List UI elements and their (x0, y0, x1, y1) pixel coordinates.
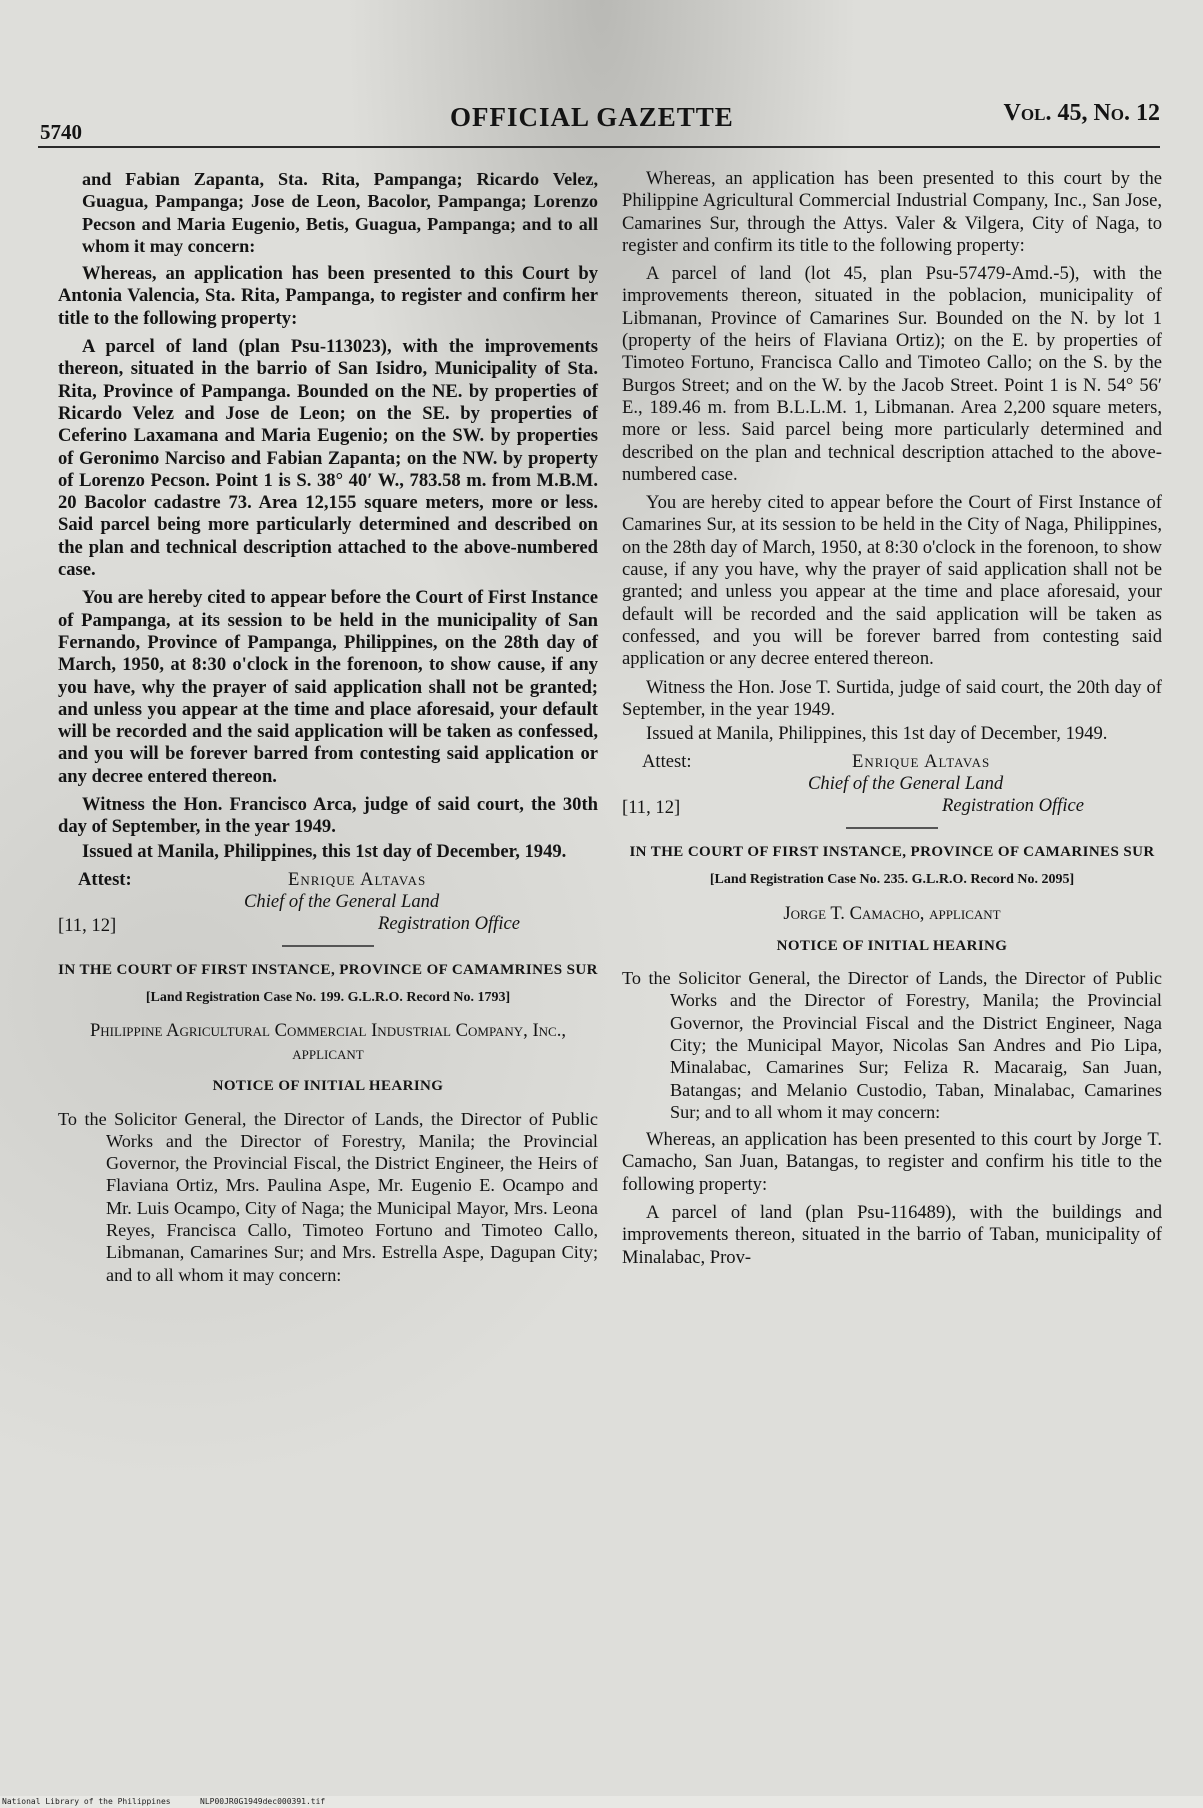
attest-title-line2: Registration Office (942, 795, 1085, 817)
footer-library: National Library of the Philippines (2, 1797, 171, 1806)
section-separator (846, 827, 938, 829)
scan-footer (0, 1796, 1203, 1808)
attest-title-line1: Chief of the General Land (808, 773, 1004, 795)
left-section-heading: IN THE COURT OF FIRST INSTANCE, PROVINCE OF CAMAMRINES SUR (58, 961, 598, 978)
right-paragraph-issued: Issued at Manila, Philippines, this 1st day of December, 1949. (646, 723, 1108, 745)
page-number: 5740 (40, 120, 82, 144)
left-notice-heading: NOTICE OF INITIAL HEARING (212, 1078, 444, 1095)
publication-title: OFFICIAL GAZETTE (450, 102, 734, 132)
footer-filename: NLP00JR0G1949dec000391.tif (200, 1797, 326, 1806)
right-paragraph-application-2: Whereas, an application has been presented to this court by Jorge T. Camacho, San Juan, Batangas, to register and confirm his title to the following property: (622, 1129, 1162, 1195)
attest-title-line2: Registration Office (378, 912, 521, 934)
page-header (40, 96, 1160, 144)
left-addressees: To the Solicitor General, the Director of Lands, the Director of Public Works and the Director of Forestry, Manila; the Provincial Governor, the Provincial Fiscal, the District Engineer, the Heirs of Flaviana Ortiz, Mrs. Paulina Aspe, Mr. Eugenio E. Ocampo and Mr. Luis Ocampo, City of Naga; the Municipal Mayor, Mrs. Leona Reyes, Francisca Callo, Timoteo Fortuno and Timoteo Callo, Libmanan, Camarines Sur; and Mrs. Estrella Aspe, Dagupan City; and to all whom it may concern: (58, 1108, 598, 1285)
left-paragraph-citation: You are hereby cited to appear before the Court of First Instance of Pampanga, at its session to be held in the municipality of San Fernando, Province of Pampanga, Philippines, on the 28th day of March, 1950, at 8:30 o'clock in the forenoon, to show cause, if any you have, why the prayer of said application shall not be granted; and unless you appear at the time and place aforesaid, your default will be recorded and the said application will be taken as confessed, and you will be forever barred from contesting said application or any decree entered thereon. (58, 587, 598, 787)
left-applicant: Philippine Agricultural Commercial Industrial Company, Inc., applicant (89, 1020, 567, 1065)
right-case-reference: [Land Registration Case No. 235. G.L.R.O. Record No. 2095] (709, 872, 1075, 888)
right-paragraph-parcel-2: A parcel of land (plan Psu-116489), with the buildings and improvements thereon, situated in the barrio of Taban, municipality of Minalabac, Prov- (622, 1201, 1162, 1268)
left-paragraph-witness: Witness the Hon. Francisco Arca, judge of said court, the 30th day of September, in the year 1949. (58, 794, 598, 838)
left-addressees-continued: and Fabian Zapanta, Sta. Rita, Pampanga; Ricardo Velez, Guagua, Pampanga; Jose de Leon, Bacolor, Pampanga; Lorenzo Pecson and Maria Eugenio, Betis, Guagua, Pampanga; and to all whom it may concern: (82, 169, 598, 256)
right-addressees: To the Solicitor General, the Director of Lands, the Director of Public Works and the Director of Forestry, Manila; the Provincial Governor, the Provincial Fiscal and the District Engineer, Naga City; the Municipal Mayor, Nicolas San Andres and Pio Lipa, Minalabac, Camarines Sur; Feliza R. Macaraig, San Juan, Batangas; and Melanio Custodio, Taban, Minalabac, Camarines Sur; and to all whom it may concern: (622, 968, 1162, 1122)
attest-label: Attest: (642, 751, 692, 773)
right-paragraph-citation: You are hereby cited to appear before the Court of First Instance of Camarines Sur, at its session to be held in the City of Naga, Philippines, on the 28th day of March, 1950, at 8:30 o'clock in the forenoon, to show cause, if any you have, why the prayer of said application shall not be granted; and unless you appear at the time and place aforesaid, your default will be recorded and the said application will be taken as confessed, and you will be forever barred from contesting said application or any decree entered thereon. (622, 492, 1162, 670)
left-column (58, 168, 598, 1292)
attest-label: Attest: (78, 868, 132, 890)
right-section-heading: IN THE COURT OF FIRST INSTANCE, PROVINCE OF CAMARINES SUR (629, 844, 1155, 861)
attest-name: Enrique Altavas (852, 751, 991, 773)
left-paragraph-parcel: A parcel of land (plan Psu-113023), with the improvements thereon, situated in the barrio of San Isidro, Municipality of Sta. Rita, Province of Pampanga. Bounded on the NE. by properties of Ricardo Velez and Jose de Leon; on the SE. by properties of Ceferino Laxamana and Maria Eugenio; on the SW. by properties of Geronimo Narciso and Fabian Zapanta; on the NW. by property of Lorenzo Pecson. Point 1 is S. 38° 40′ W., 783.58 m. from M.B.M. 20 Bacolor cadastre 73. Area 12,155 square meters, more or less. Said parcel being more particularly determined and described on the plan and technical description attached to the above-numbered case. (58, 336, 598, 581)
right-column (622, 168, 1162, 1275)
right-attestation (622, 751, 1162, 819)
volume-number: Vol. 45, No. 12 (1003, 100, 1160, 126)
header-rule (38, 146, 1160, 148)
right-applicant: Jorge T. Camacho, applicant (783, 902, 1001, 924)
section-separator (282, 945, 374, 947)
left-paragraph-application: Whereas, an application has been presented to this Court by Antonia Valencia, Sta. Rita, Pampanga, to register and confirm her title to the following property: (58, 263, 598, 329)
left-attestation (58, 868, 598, 936)
attest-reference: [11, 12] (58, 914, 117, 936)
right-paragraph-witness: Witness the Hon. Jose T. Surtida, judge of said court, the 20th day of September, in the year 1949. (622, 676, 1162, 720)
attest-title-line1: Chief of the General Land (244, 890, 440, 912)
left-case-reference: [Land Registration Case No. 199. G.L.R.O. Record No. 1793] (145, 989, 511, 1005)
left-paragraph-issued: Issued at Manila, Philippines, this 1st day of December, 1949. (82, 840, 567, 862)
right-paragraph-application: Whereas, an application has been presented to this court by the Philippine Agricultural Commercial Industrial Company, Inc., San Jose, Camarines Sur, through the Attys. Valer & Vilgera, City of Naga, to register and confirm its title to the following property: (622, 168, 1162, 256)
right-paragraph-parcel: A parcel of land (lot 45, plan Psu-57479-Amd.-5), with the improvements thereon, situated in the poblacion, municipality of Libmanan, Province of Camarines Sur. Bounded on the N. by lot 1 (property of the heirs of Flaviana Ortiz); on the E. by properties of Timoteo Fortuno, Francisca Callo and Timoteo Callo; on the S. by the Burgos Street; and on the W. by the Jacob Street. Point 1 is N. 54° 56′ E., 189.46 m. from B.L.L.M. 1, Libmanan. Area 2,200 square meters, more or less. Said parcel being more particularly determined and described on the plan and technical description attached to the above-numbered case. (622, 263, 1162, 485)
attest-name: Enrique Altavas (288, 868, 427, 890)
right-notice-heading: NOTICE OF INITIAL HEARING (776, 937, 1008, 954)
attest-reference: [11, 12] (622, 797, 681, 819)
